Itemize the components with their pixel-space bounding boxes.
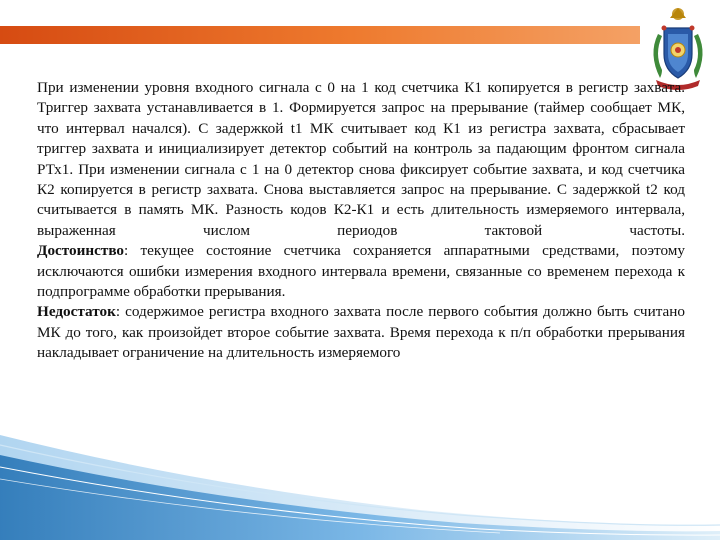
disadvantage-text: : содержимое регистра входного захвата после первого события должно быть считано МК до того, как произойдет второе событие захвата. Время перехода к п/п обработки прерывания накладывает ограничение на длительность измеряемого: [37, 303, 685, 362]
disadvantage-label: Недостаток: [37, 303, 116, 321]
bottom-wave-decoration: [0, 415, 720, 540]
advantage-text: : текущее состояние счетчика сохраняется аппаратными средствами, поэтому исключаются ошибки измерения входного интервала времени, связанные со временем перехода к подпрограмме обработки прерывания.: [37, 242, 685, 301]
paragraph-capture-description: При изменении уровня входного сигнала с 0 на 1 код счетчика К1 копируется в регистр захвата. Триггер захвата устанавливается в 1. Формируется запрос на прерывание (таймер сообщает МК, что интервал начался). С задержкой t1 МК считывает код К1 из регистра захвата, сбрасывает триггер захвата и инициализирует детектор событий на контроль за падающим фронтом сигнала РТх1. При изменении сигнала с 1 на 0 детектор снова фиксирует событие захвата, и код счетчика К2 копируется в регистр захвата. Снова выставляется запрос на прерывание. С задержкой t2 код считывается в память МК. Разность кодов К2-К1 и есть длительность измеряемого интервала, выраженная числом периодов тактовой частоты.: [37, 79, 685, 239]
slide-body: [37, 78, 685, 364]
paragraph-advantage: [37, 241, 685, 302]
paragraph-disadvantage: [37, 302, 685, 363]
header-accent-bar: [0, 26, 640, 44]
advantage-label: Достоинство: [37, 242, 125, 260]
